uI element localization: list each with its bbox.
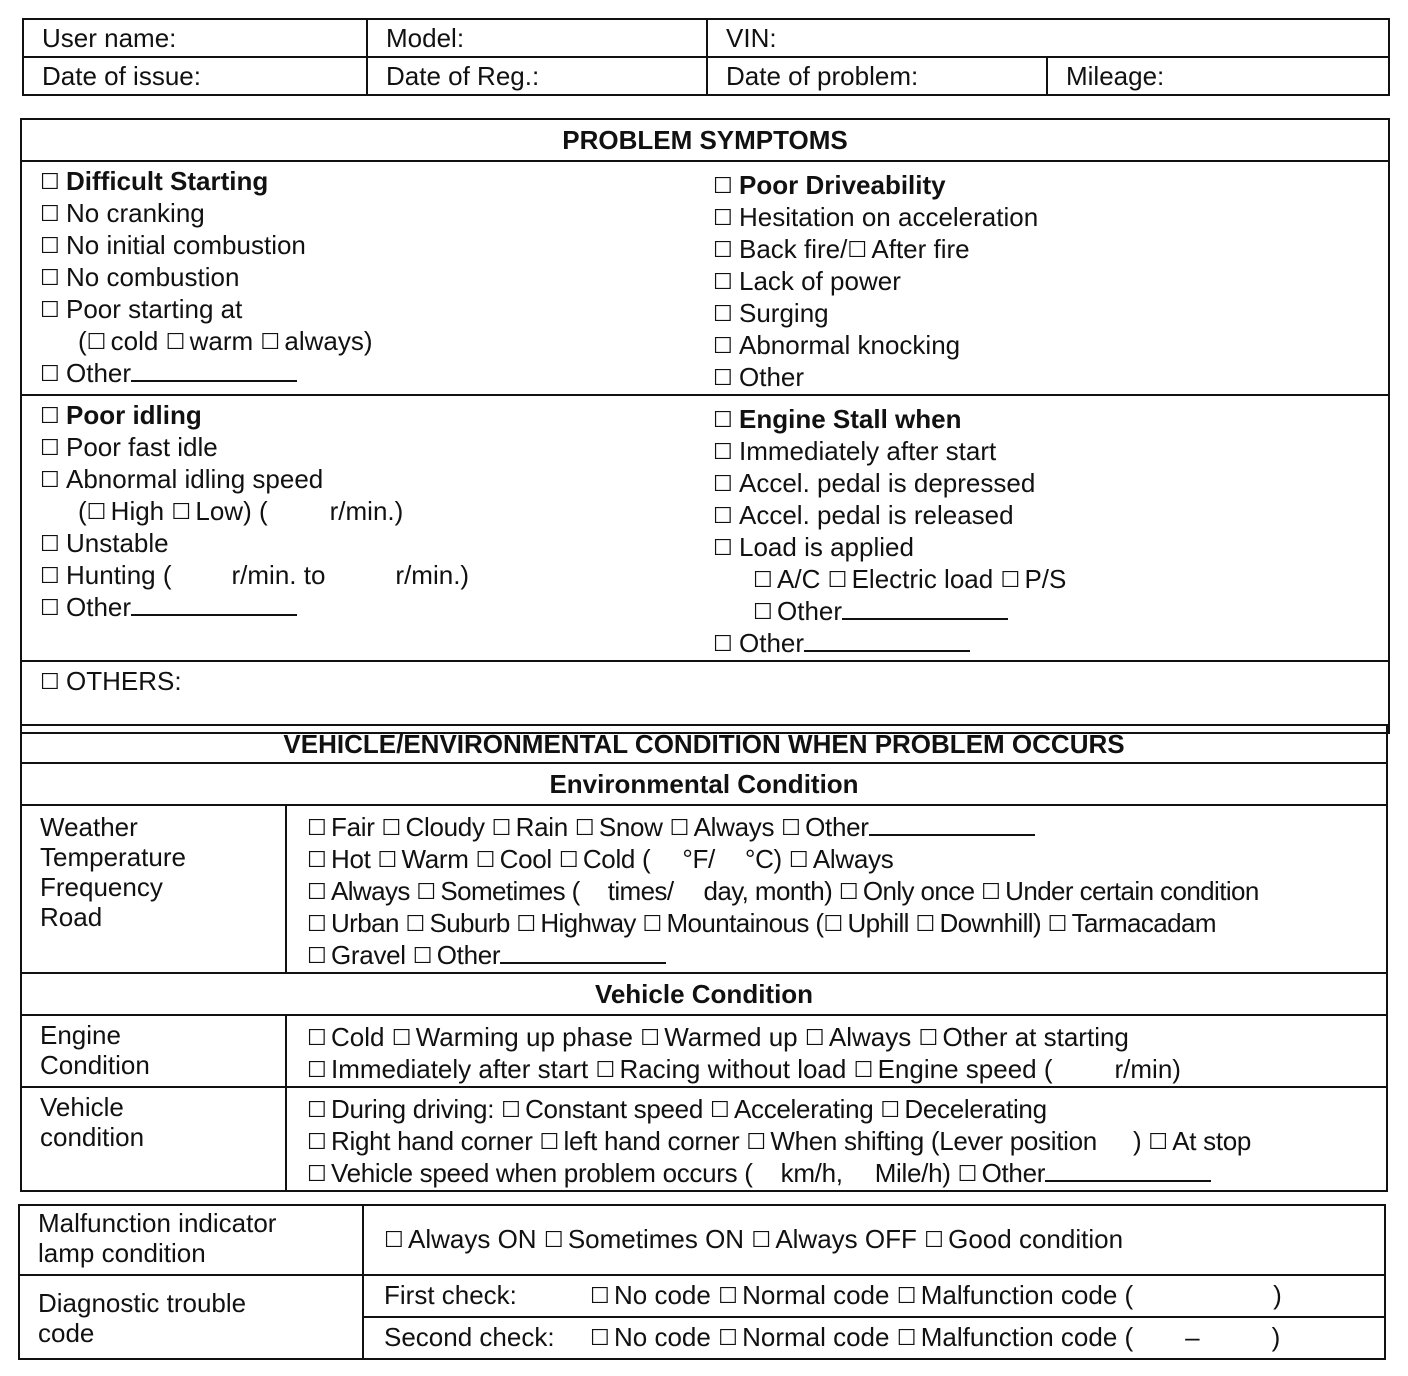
warming-up-checkbox[interactable] [392,1022,416,1052]
stall-after-start-checkbox[interactable]: ☐ Immediately after start [713,436,1388,468]
idling-other-checkbox[interactable]: ☐ Other [40,592,707,624]
engine-cold-checkbox[interactable] [307,1022,331,1052]
no-cranking-checkbox[interactable]: ☐ No cranking [40,198,707,230]
second-check-row: Second check:☐ No code ☐ Normal code ☐ Malfunction code ( – ) [363,1317,1385,1359]
good-condition-checkbox[interactable] [924,1224,948,1254]
condition-table [20,724,1388,1192]
vehicle-condition-label: Vehicle condition [21,1087,286,1191]
vehicle-options-2: ☐ Right hand corner ☐ left hand corner ☐ When shifting (Lever position ) ☐ At stop [307,1126,1386,1158]
vin-field[interactable]: VIN: [707,19,1389,57]
hot-checkbox[interactable] [307,844,331,874]
weather-other-blank[interactable] [869,814,1035,836]
certain-condition-checkbox[interactable] [981,876,1005,906]
environmental-labels [21,805,286,973]
tarmacadam-checkbox[interactable] [1048,908,1072,938]
engine-stall-checkbox[interactable]: ☐ Engine Stall when [713,404,1388,436]
sometimes-checkbox[interactable] [416,876,440,906]
stall-other-checkbox[interactable]: ☐ Other [713,628,1388,660]
at-stop-checkbox[interactable] [1148,1126,1172,1156]
driveability-other-checkbox[interactable]: ☐ Other [713,362,1388,394]
load-other-option: ☐ Other [713,596,1388,628]
after-fire-checkbox[interactable] [847,234,871,264]
idling-speed-options: (☐ High ☐ Low) ( r/min.) [40,496,707,528]
vehicle-info-table [22,18,1390,96]
abnormal-knocking-checkbox[interactable]: ☐ Abnormal knocking [713,330,1388,362]
user-name-field[interactable]: User name: [23,19,367,57]
left-corner-checkbox[interactable] [540,1126,564,1156]
gravel-checkbox[interactable] [307,940,331,970]
engine-options-1: ☐ Cold ☐ Warming up phase ☐ Warmed up ☐ Always ☐ Other at starting [307,1022,1386,1054]
others-row [21,661,1389,733]
engine-condition-options [286,1015,1387,1087]
engine-options-2: ☐ Immediately after start ☐ Racing without load ☐ Engine speed ( r/min) [307,1054,1386,1086]
road-label: Road [40,902,103,932]
temperature-options: ☐ Hot ☐ Warm ☐ Cool ☐ Cold ( °F/ °C) ☐ Always [307,844,1386,876]
urban-checkbox[interactable] [307,908,331,938]
road-other-blank[interactable] [500,942,666,964]
electric-load-checkbox[interactable] [828,564,852,594]
hesitation-checkbox[interactable]: ☐ Hesitation on acceleration [713,202,1388,234]
vehicle-other-blank[interactable] [1045,1160,1211,1182]
cold-temp-checkbox[interactable] [559,844,583,874]
weather-always-checkbox[interactable] [670,812,694,842]
constant-speed-checkbox[interactable] [501,1094,525,1124]
first-no-code-checkbox[interactable] [590,1280,614,1310]
back-fire-checkbox[interactable]: ☐ Back fire/☐ After fire [713,234,1388,266]
uphill-checkbox[interactable] [823,908,847,938]
always-off-checkbox[interactable] [751,1224,775,1254]
cloudy-checkbox[interactable] [382,812,406,842]
suburb-checkbox[interactable] [405,908,429,938]
environmental-condition-title: Environmental Condition [21,763,1387,805]
temperature-label: Temperature [40,842,186,872]
warm-checkbox[interactable] [166,326,190,356]
no-initial-combustion-checkbox[interactable]: ☐ No initial combustion [40,230,707,262]
starting-other-blank[interactable] [131,360,297,382]
warmed-up-checkbox[interactable] [640,1022,664,1052]
cool-checkbox[interactable] [476,844,500,874]
vehicle-speed-checkbox[interactable] [307,1158,331,1188]
cold-checkbox[interactable] [87,326,111,356]
highway-checkbox[interactable] [516,908,540,938]
weather-other-checkbox[interactable] [781,812,805,842]
model-field[interactable]: Model: [367,19,707,57]
fair-checkbox[interactable] [307,812,331,842]
hunting-checkbox[interactable]: ☐ Hunting ( r/min. to r/min.) [40,560,707,592]
frequency-options: ☐ Always ☐ Sometimes ( times/ day, month) ☐ Only once ☐ Under certain condition [307,876,1386,908]
no-combustion-checkbox[interactable]: ☐ No combustion [40,262,707,294]
condition-title: VEHICLE/ENVIRONMENTAL CONDITION WHEN PROBLEM OCCURS [21,725,1387,763]
stall-pedal-released-checkbox[interactable]: ☐ Accel. pedal is released [713,500,1388,532]
vehicle-condition-title: Vehicle Condition [21,973,1387,1015]
date-of-reg-field[interactable]: Date of Reg.: [367,57,707,95]
problem-symptoms-table [20,118,1390,734]
road-options-2: ☐ Gravel ☐ Other [307,940,1386,972]
difficult-starting-group [21,161,707,395]
vehicle-other-checkbox[interactable] [958,1158,982,1188]
stall-pedal-depressed-checkbox[interactable]: ☐ Accel. pedal is depressed [713,468,1388,500]
vehicle-options-1: ☐ During driving: ☐ Constant speed ☐ Accelerating ☐ Decelerating [307,1094,1386,1126]
problem-symptoms-title: PROBLEM SYMPTOMS [21,119,1389,161]
second-no-code-checkbox[interactable] [590,1322,614,1352]
mileage-field[interactable]: Mileage: [1047,57,1389,95]
idling-other-blank[interactable] [131,594,297,616]
ps-checkbox[interactable] [1000,564,1024,594]
downhill-checkbox[interactable] [916,908,940,938]
weather-options: ☐ Fair ☐ Cloudy ☐ Rain ☐ Snow ☐ Always ☐ Other [307,812,1386,844]
sometimes-on-checkbox[interactable] [544,1224,568,1254]
freq-always-checkbox[interactable] [307,876,331,906]
only-once-checkbox[interactable] [839,876,863,906]
during-driving-checkbox[interactable] [307,1094,331,1124]
malfunction-lamp-label: Malfunction indicator lamp condition [19,1205,363,1275]
date-of-issue-field[interactable]: Date of issue: [23,57,367,95]
others-checkbox[interactable]: ☐ OTHERS: [40,666,1388,698]
vehicle-options-3: ☐ Vehicle speed when problem occurs ( km/h, Mile/h) ☐ Other [307,1158,1386,1190]
poor-idling-group [21,395,707,661]
low-checkbox[interactable] [171,496,195,526]
environmental-options [286,805,1387,973]
poor-driveability-group [707,161,1389,395]
difficult-starting-checkbox[interactable]: ☐ Difficult Starting [40,166,707,198]
poor-starting-checkbox[interactable]: ☐ Poor starting at [40,294,707,326]
always-checkbox[interactable] [260,326,284,356]
ac-checkbox[interactable] [753,564,777,594]
snow-checkbox[interactable] [575,812,599,842]
poor-idling-checkbox[interactable]: ☐ Poor idling [40,400,707,432]
weather-label: Weather [40,812,138,842]
load-other-blank[interactable] [842,598,1008,620]
always-on-checkbox[interactable] [384,1224,408,1254]
abnormal-idling-speed-checkbox[interactable]: ☐ Abnormal idling speed [40,464,707,496]
poor-driveability-checkbox[interactable]: ☐ Poor Driveability [713,170,1388,202]
unstable-checkbox[interactable]: ☐ Unstable [40,528,707,560]
engine-always-checkbox[interactable] [805,1022,829,1052]
load-other-checkbox[interactable] [753,596,777,626]
surging-checkbox[interactable]: ☐ Surging [713,298,1388,330]
other-at-starting-checkbox[interactable] [918,1022,942,1052]
load-options: ☐ A/C ☐ Electric load ☐ P/S [713,564,1388,596]
first-check-row: First check:☐ No code ☐ Normal code ☐ Malfunction code ( ) [363,1275,1385,1317]
starting-other-checkbox[interactable]: ☐ Other [40,358,707,390]
frequency-label: Frequency [40,872,163,902]
rain-checkbox[interactable] [492,812,516,842]
road-options: ☐ Urban ☐ Suburb ☐ Highway ☐ Mountainous (☐ Uphill ☐ Downhill) ☐ Tarmacadam [307,908,1386,940]
malfunction-lamp-options: ☐ Always ON ☐ Sometimes ON ☐ Always OFF ☐ Good condition [363,1205,1385,1275]
date-of-problem-field[interactable]: Date of problem: [707,57,1047,95]
stall-load-applied-checkbox[interactable]: ☐ Load is applied [713,532,1388,564]
right-corner-checkbox[interactable] [307,1126,331,1156]
high-checkbox[interactable] [87,496,111,526]
first-normal-code-checkbox[interactable] [718,1280,742,1310]
lack-of-power-checkbox[interactable]: ☐ Lack of power [713,266,1388,298]
stall-other-blank[interactable] [804,630,970,652]
racing-checkbox[interactable] [595,1054,619,1084]
engine-speed-checkbox[interactable] [854,1054,878,1084]
engine-stall-group [707,395,1389,661]
poor-fast-idle-checkbox[interactable]: ☐ Poor fast idle [40,432,707,464]
second-normal-code-checkbox[interactable] [718,1322,742,1352]
warm-temp-checkbox[interactable] [378,844,402,874]
decelerating-checkbox[interactable] [880,1094,904,1124]
vehicle-condition-options [286,1087,1387,1191]
engine-immediately-checkbox[interactable] [307,1054,331,1084]
road-other-checkbox[interactable] [413,940,437,970]
second-malfunction-code-checkbox[interactable] [897,1322,921,1352]
poor-starting-options: (☐ cold ☐ warm ☐ always) [40,326,707,358]
malfunction-dtc-table [18,1204,1386,1360]
when-shifting-checkbox[interactable] [746,1126,770,1156]
temp-always-checkbox[interactable] [789,844,813,874]
first-malfunction-code-checkbox[interactable] [897,1280,921,1310]
dtc-label: Diagnostic trouble code [19,1275,363,1359]
accelerating-checkbox[interactable] [710,1094,734,1124]
engine-condition-label: Engine Condition [21,1015,286,1087]
mountainous-checkbox[interactable] [642,908,666,938]
